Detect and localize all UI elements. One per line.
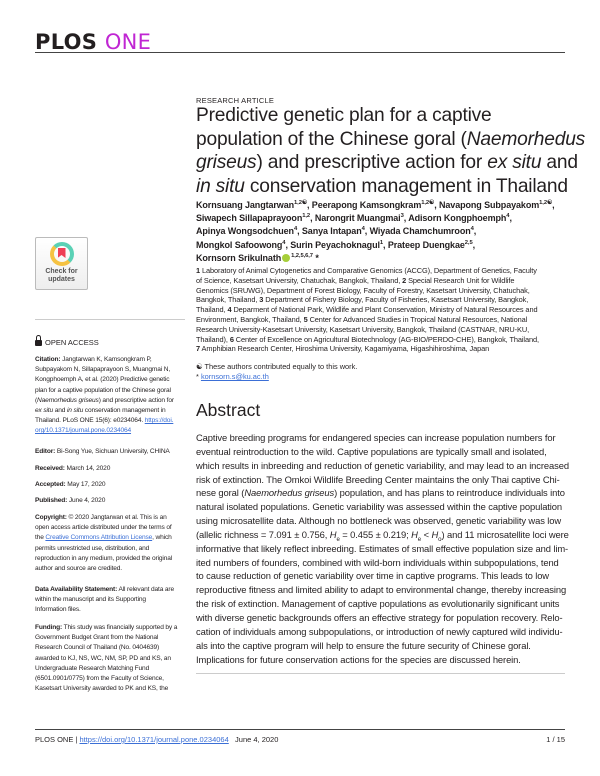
text-run: Received: — [35, 465, 65, 472]
text-run: Implications for future conservation actions for the species are discussed herein. — [196, 653, 521, 665]
text-run: Government Budget Grant from the National — [35, 634, 159, 642]
text-line — [196, 104, 585, 128]
article-type: RESEARCH ARTICLE — [196, 96, 275, 105]
copyright — [35, 513, 187, 574]
text-run: Kasetsart University awarded to PK and KS, the — [35, 685, 169, 693]
text-run: 1,2☯ — [539, 200, 553, 206]
text-run: Copyright: — [35, 514, 67, 521]
text-line — [35, 643, 187, 653]
text-line — [35, 426, 187, 436]
text-line — [35, 544, 187, 554]
footer-rule — [35, 729, 565, 730]
footer-doi-link[interactable]: https://doi.org/10.1371/journal.pone.0234064 — [79, 735, 229, 744]
text-line — [196, 362, 357, 372]
text-line — [196, 335, 539, 345]
text-run: ) and 11 microsatellite loci were — [441, 528, 569, 540]
abstract-body — [196, 431, 569, 666]
text-line — [35, 375, 187, 385]
text-line — [35, 386, 187, 396]
text-run: ) and prescriptive action for — [98, 396, 174, 404]
text-run: , which — [152, 534, 172, 542]
text-line — [35, 480, 187, 490]
text-line — [35, 664, 187, 674]
editor — [35, 447, 187, 457]
text-run: Thailand, — [196, 305, 228, 315]
text-line — [35, 684, 187, 694]
text-run: Predictive genetic plan for a captive — [196, 105, 492, 126]
open-access-text: OPEN ACCESS — [45, 338, 99, 347]
text-run: Research University-Kasetsart University, Kasetsart University, Bangkok, Thailand (CASTNAR, NRU-KU, — [196, 324, 530, 334]
text-line — [35, 523, 187, 533]
text-line — [35, 464, 187, 474]
text-run: e — [417, 535, 422, 543]
text-run: in situ — [66, 407, 84, 415]
text-run: Published: — [35, 497, 68, 504]
check-for-updates-button[interactable] — [35, 237, 88, 290]
text-run: 4 — [293, 226, 298, 233]
text-run: conservation management in — [83, 407, 166, 415]
text-run: = 0.455 ± 0.219; — [339, 528, 412, 540]
text-run: (6501.0901/0775) from the Faculty of Science, — [35, 675, 164, 683]
text-line — [196, 266, 539, 276]
text-line — [196, 514, 569, 528]
text-line — [196, 459, 569, 473]
text-run: plan for a captive population of the Chinese goral — [35, 386, 171, 394]
text-line — [35, 595, 187, 605]
text-run: H — [329, 528, 337, 540]
text-line — [196, 597, 569, 611]
text-run: the — [35, 534, 46, 542]
text-run: Laboratory of Animal Cytogenetics and Comparative Genomics (ACCG), Department of Genetics, Faculty — [200, 266, 537, 275]
text-line — [35, 447, 187, 457]
sidebar-rule — [35, 319, 185, 320]
text-run: ex situ — [487, 152, 542, 173]
text-line — [196, 569, 569, 583]
link[interactable]: Creative Commons Attribution License — [45, 534, 153, 542]
text-line — [196, 542, 569, 556]
text-run: ex situ — [35, 407, 54, 415]
text-run: Naemorhedus griseus — [37, 396, 99, 404]
text-run: June 4, 2020 — [67, 497, 106, 504]
text-run: Accepted: — [35, 481, 66, 488]
citation — [35, 355, 187, 437]
text-run: Bi-Song Yue, Sichuan University, CHINA — [55, 448, 170, 455]
text-line — [35, 496, 187, 506]
text-run: 1,2,5,6,7 — [291, 252, 313, 259]
text-run: , Narongrit Muangmai — [310, 213, 401, 224]
text-line — [35, 554, 187, 564]
text-run: permits unrestricted use, distribution, and — [35, 544, 150, 552]
text-run: population of the Chinese goral ( — [196, 128, 467, 150]
footer-date: June 4, 2020 — [235, 735, 279, 744]
text-run: , Navapong Subpayakom — [434, 200, 540, 210]
text-line — [196, 473, 569, 487]
badge-text-1: Check for — [45, 268, 78, 275]
text-run: 5 — [303, 314, 308, 324]
footer-citation — [35, 735, 278, 744]
text-run: author and source are credited. — [35, 565, 122, 573]
text-line — [196, 175, 585, 199]
text-run: e — [336, 535, 340, 543]
text-run: © 2020 Jangtarwan et al. This is an — [66, 514, 167, 521]
text-run: , — [552, 200, 555, 210]
text-line — [196, 252, 555, 265]
data-availability — [35, 585, 187, 616]
text-run: with diverse genetic backgrounds offers an effective strategy for population recovery. Relo- — [196, 611, 563, 623]
abstract-heading: Abstract — [196, 400, 261, 420]
text-run: Subpayakom N, Sillapaprayoon S, Muangmai N, — [35, 366, 171, 374]
text-line — [35, 533, 187, 543]
text-line — [35, 513, 187, 523]
text-line — [35, 396, 187, 406]
text-run: als into the captive program will help to ensure the future security of Chinese goral. — [196, 639, 531, 651]
text-run: and — [53, 407, 67, 415]
published-date — [35, 496, 187, 506]
received-date — [35, 464, 187, 474]
text-line — [196, 199, 555, 212]
text-line — [196, 295, 539, 305]
text-line — [35, 674, 187, 684]
text-run: in situ — [196, 175, 245, 197]
text-run: 4 — [227, 305, 232, 315]
text-run: of Science, Kasetsart University, Chatuchak, Bangkok, Thailand, — [196, 275, 403, 285]
text-run: (allelic richness = 7.091 ± 0.756, — [196, 528, 330, 540]
text-run: using microsatellite data. Although no bottleneck was observed, genetic variability was low — [196, 515, 562, 527]
text-line — [196, 212, 555, 225]
text-run: Mongkol Safoowong — [196, 239, 283, 250]
text-run: Special Research Unit for Wildlife — [406, 275, 515, 285]
text-run: Amphibian Research Center, Hiroshima University, Kagamiyama, Higashihiroshima, Japan — [200, 344, 490, 354]
text-line — [35, 605, 187, 615]
text-run: , Adisorn Kongphoemph — [403, 213, 507, 224]
text-run: ☯ These authors contributed equally to this work. — [196, 362, 358, 371]
text-run: Citation: — [35, 356, 61, 363]
funding — [35, 623, 187, 694]
text-run: 2 — [402, 275, 407, 285]
text-run: Captive breeding programs for endangered species can increase population numbers for — [196, 432, 556, 443]
abstract-rule — [196, 673, 565, 674]
text-run: H — [411, 528, 418, 540]
text-line — [196, 500, 569, 514]
text-line — [196, 486, 569, 500]
link[interactable]: org/10.1371/journal.pone.0234064 — [35, 427, 132, 435]
text-run: 1,2☯ — [421, 200, 435, 206]
text-run: informative that likely reflect inbreeding. Estimates of small effective population size and lim- — [196, 542, 569, 554]
text-line — [196, 305, 539, 315]
orcid-icon[interactable] — [282, 254, 290, 262]
text-line — [35, 355, 187, 365]
text-run: cation of individuals among subpopulations, or introduction of newly captured wild individu- — [196, 625, 563, 637]
text-line — [35, 416, 187, 426]
text-line — [196, 325, 539, 335]
text-run: Genomics (SRUWG), Department of Forest Biology, Faculty of Forestry, Kasetsart University, Chatuchak, — [196, 285, 530, 295]
text-run: to cause reduction of genetic variability over time in captive programs. This leads to low — [196, 570, 549, 582]
text-run: Kornsuang Jangtarwan — [196, 200, 295, 210]
text-run: , — [473, 226, 477, 237]
text-line — [35, 564, 187, 574]
text-run: , Prateep Duengkae — [383, 239, 465, 250]
text-run: Information files. — [35, 606, 81, 614]
text-line — [196, 431, 569, 445]
text-line — [196, 128, 585, 152]
text-run: ) population, and has plans to reintroduce individuals into — [334, 487, 565, 499]
text-run: Bangkok, Thailand, — [196, 295, 260, 305]
text-run: , — [472, 239, 476, 250]
text-line — [196, 286, 539, 296]
text-line — [196, 556, 569, 570]
text-run: , Surin Peyachoknagul — [285, 239, 380, 250]
text-run: ) and prescriptive action for — [256, 152, 488, 173]
text-line — [196, 653, 569, 667]
text-run: ited numbers of founders, combined with wild-born individuals within subpopulations, tend — [196, 556, 559, 568]
author-notes — [196, 362, 357, 382]
text-line — [196, 583, 569, 597]
text-line — [35, 365, 187, 375]
text-run: open access article distributed under the terms of — [35, 524, 172, 532]
text-run: H — [431, 528, 439, 540]
text-run: o — [438, 535, 442, 543]
text-run: , Peerapong Kamsongkram — [306, 200, 422, 210]
text-run: 1 — [196, 266, 201, 275]
text-line — [35, 633, 187, 643]
logo-one: ONE — [104, 30, 152, 54]
text-run: Research Council of Thailand (No. 0404639) — [35, 644, 160, 652]
text-run: Undergraduate Research Matching Fund — [35, 664, 150, 672]
link[interactable]: kornsorn.s@ku.ac.th — [200, 372, 269, 381]
text-run: Environment, Bangkok, Thailand, — [196, 314, 304, 324]
text-run: Jangtarwan K, Kamsongkram P, — [60, 356, 152, 363]
text-line — [196, 372, 357, 382]
link[interactable]: https://doi. — [144, 417, 174, 425]
text-run: natural isolated populations. Genetic variability was assessed within the captive population — [196, 501, 563, 513]
text-run: 7 — [196, 344, 201, 354]
text-line — [196, 315, 539, 325]
text-run: 4 — [506, 213, 510, 220]
text-line — [196, 151, 585, 175]
footer-journal: PLOS ONE | — [35, 735, 80, 744]
text-line — [196, 639, 569, 653]
text-run: All relevant data are — [117, 586, 174, 593]
text-line — [196, 625, 569, 639]
text-run: reproduction in any medium, provided the original — [35, 554, 173, 562]
text-line — [35, 406, 187, 416]
text-run: May 17, 2020 — [65, 481, 106, 488]
text-run: 2,5 — [464, 239, 473, 246]
text-run: * — [312, 252, 319, 263]
text-line — [196, 344, 539, 354]
text-line — [196, 445, 569, 459]
badge-text-2: updates — [48, 276, 75, 283]
text-run: Center for Advanced Studies in Tropical Natural Resources, National — [307, 314, 528, 324]
text-line — [35, 585, 187, 595]
text-run: Naemorhedus griseus — [244, 487, 335, 499]
text-line — [35, 654, 187, 664]
text-run: griseus — [196, 152, 257, 173]
text-run: 6 — [229, 334, 234, 344]
article-title — [196, 104, 585, 198]
open-access-label — [35, 338, 99, 347]
text-run: eventual reintroduction to the wild. Captive populations are typically small and isolated, — [196, 445, 547, 457]
text-run: Center of Excellence on Agricultural Biotechnology (AG-BIO/PERDO-CHE), Bangkok, Thailand, — [233, 334, 539, 344]
open-lock-icon — [35, 340, 42, 346]
text-run: Apinya Wongsodchuen — [196, 226, 294, 237]
accepted-date — [35, 480, 187, 490]
text-run: Kornsorn Srikulnath — [196, 252, 282, 263]
logo-plos: PLOS — [35, 30, 98, 54]
text-run: Kongphoemph A, et al. (2020) Predictive genetic — [35, 376, 170, 384]
text-run: This study was financially supported by a — [62, 624, 178, 631]
text-run: Editor: — [35, 448, 56, 455]
text-run: nese goral ( — [196, 487, 245, 499]
page-number: 1 / 15 — [546, 735, 565, 744]
text-run: Siwapech Sillapaprayoon — [196, 213, 303, 224]
text-line — [196, 611, 569, 625]
text-run: reproductive fitness and limited ability to adapt to environmental change, thereby increasing — [196, 584, 567, 596]
text-run: awarded to KJ, NS, WC, NM, SP, PD and KS, an — [35, 654, 171, 662]
text-run: 3 — [259, 295, 264, 305]
text-run: and — [541, 152, 578, 173]
text-run: * — [196, 372, 201, 381]
text-run: the risk of extinction. Management of captive populations as evolutionarily significant units — [196, 598, 560, 610]
text-run: conservation management in Thailand — [244, 175, 568, 197]
text-run: Department of Fishery Biology, Faculty of Fisheries, Kasetsart University, Bangkok, — [263, 295, 529, 305]
text-run: 4 — [361, 226, 365, 233]
author-list — [196, 199, 555, 265]
affiliations — [196, 266, 539, 354]
text-run: 1 — [379, 239, 384, 246]
text-line — [196, 225, 555, 238]
journal-logo[interactable] — [35, 30, 151, 54]
text-run: 4 — [282, 239, 286, 246]
text-run: Deparment of National Park, Wildlife and Plant Conservation, Ministry of Natural Resources and — [231, 305, 538, 315]
text-run: , — [509, 213, 512, 224]
text-run: Thailand. PLoS ONE 15(6): e0234064. — [35, 417, 145, 425]
text-run: Funding: — [35, 624, 62, 631]
text-run: 3 — [400, 213, 404, 220]
text-run: 1,2 — [302, 213, 311, 220]
text-line — [196, 239, 555, 252]
text-run: 1,2☯ — [294, 200, 307, 206]
text-line — [35, 623, 187, 633]
text-run: risk of extinction. The Omkoi Wildlife Breeding Center maintains the only Thai captive Chi- — [196, 473, 560, 485]
text-line — [196, 276, 539, 286]
text-run: which results in inbreeding and reduction of genetic variability, and may lead to an increased — [196, 459, 569, 471]
text-run: Thailand), — [196, 334, 230, 344]
update-ring-icon — [50, 242, 74, 266]
text-run: Data Availability Statement: — [35, 586, 118, 593]
text-run: , Wiyada Chamchumroon — [364, 226, 471, 237]
text-run: March 14, 2020 — [64, 465, 111, 472]
text-run: ( — [35, 396, 38, 404]
text-run: within the manuscript and its Supporting — [35, 596, 146, 604]
text-run: 4 — [470, 226, 474, 233]
text-run: , Sanya Intapan — [297, 226, 362, 237]
text-run: Naemorhedus — [466, 128, 586, 150]
text-run: < — [421, 528, 432, 540]
text-line — [196, 528, 569, 542]
bookmark-icon — [58, 248, 66, 258]
